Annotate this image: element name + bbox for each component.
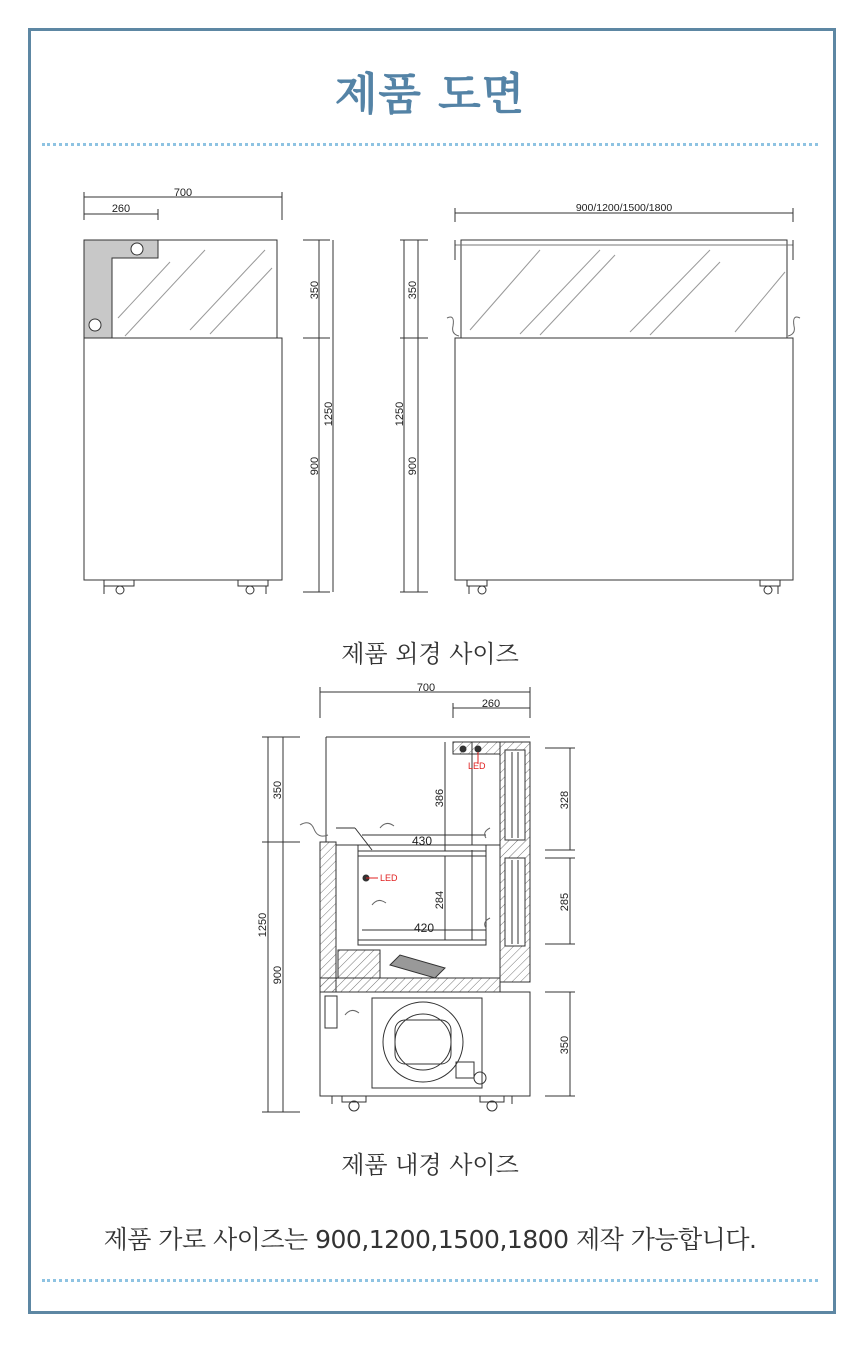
- ext-front-height-total: 1250: [394, 401, 406, 427]
- int-shelf-lower-width: 420: [413, 921, 435, 935]
- exterior-side-view: [84, 192, 333, 594]
- led-label-top: LED: [468, 761, 486, 771]
- ext-front-width: 900/1200/1500/1800: [575, 202, 673, 214]
- ext-side-height-upper: 350: [309, 280, 321, 300]
- ext-front-height-lower: 900: [407, 456, 419, 476]
- led-markers: [366, 752, 478, 878]
- ext-front-height-upper: 350: [407, 280, 419, 300]
- bottom-dotted-divider: [42, 1279, 818, 1282]
- exterior-caption: 제품 외경 사이즈: [341, 640, 519, 668]
- int-upper-gap: 386: [434, 788, 446, 808]
- int-right-middle: 285: [559, 892, 571, 912]
- int-height-upper: 350: [272, 780, 284, 800]
- ext-side-height-lower: 900: [309, 456, 321, 476]
- int-shelf-upper-width: 430: [411, 834, 433, 848]
- page-title: 제품 도면: [334, 69, 526, 120]
- interior-section: [262, 687, 575, 1112]
- ext-side-width-top: 260: [111, 203, 131, 215]
- interior-caption: 제품 내경 사이즈: [341, 1151, 519, 1179]
- int-lower-gap: 284: [434, 890, 446, 910]
- exterior-front-view: [400, 208, 800, 594]
- int-height-total: 1250: [257, 912, 269, 938]
- size-note: 제품 가로 사이즈는 900,1200,1500,1800 제작 가능합니다.: [103, 1225, 757, 1254]
- led-label-middle: LED: [380, 873, 398, 883]
- int-height-lower: 900: [272, 965, 284, 985]
- int-width-top: 260: [481, 698, 501, 710]
- ext-side-width-total: 700: [173, 187, 193, 199]
- int-right-upper: 328: [559, 790, 571, 810]
- int-width-total: 700: [416, 682, 436, 694]
- int-right-lower: 350: [559, 1035, 571, 1055]
- ext-side-height-total: 1250: [323, 401, 335, 427]
